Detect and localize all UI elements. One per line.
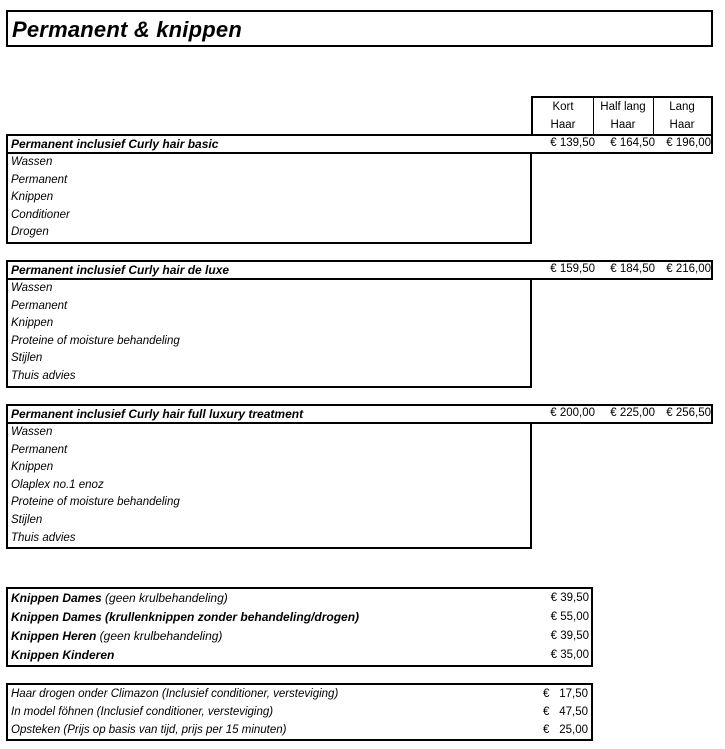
list-item: Olaplex no.1 enoz: [11, 478, 104, 491]
extra-amount: 25,00: [559, 724, 588, 736]
extra-amount: 17,50: [559, 688, 588, 700]
currency-symbol: €: [543, 706, 550, 718]
list-item: Knippen: [11, 191, 54, 204]
list-item: Knippen: [11, 461, 54, 474]
haircut-row: [8, 589, 591, 608]
price-kort-haar: € 139,50: [550, 137, 595, 149]
haircut-name: Knippen Kinderen: [11, 648, 115, 662]
haircut-row: [8, 608, 591, 627]
list-item: Proteine of moisture behandeling: [11, 334, 180, 347]
price-lang-haar: € 216,00: [666, 263, 711, 275]
column-header-line1: Kort: [552, 101, 574, 113]
list-item: Stijlen: [11, 352, 43, 365]
list-item: Wassen: [11, 426, 53, 438]
haircut-price-list: [6, 587, 593, 667]
price-kort-haar: € 159,50: [550, 263, 595, 275]
price-half-lang-haar: € 184,50: [610, 263, 655, 275]
column-header-line2: Haar: [669, 119, 695, 131]
list-item: Wassen: [11, 156, 53, 168]
column-header-line1: Half lang: [600, 101, 646, 113]
price-lang-haar: € 196,00: [666, 137, 711, 149]
column-header-half-lang-haar: [593, 98, 654, 134]
column-header-line2: Haar: [610, 119, 636, 131]
haircut-name: Knippen Dames: [11, 591, 102, 605]
list-item: Knippen: [11, 317, 54, 330]
list-item: Stijlen: [11, 513, 43, 526]
haircut-price: € 35,00: [550, 649, 589, 661]
package-items-full-luxury: [6, 424, 532, 549]
extra-amount: 47,50: [559, 706, 588, 718]
price-kort-haar: € 200,00: [550, 407, 595, 419]
column-header-kort-haar: [533, 98, 594, 134]
package-header-basic: [6, 134, 713, 154]
extra-label: Opsteken (Prijs op basis van tijd, prijs per 15 minuten): [11, 724, 287, 736]
currency-symbol: €: [543, 724, 550, 736]
list-item: Permanent: [11, 173, 68, 186]
list-item: Drogen: [11, 226, 49, 239]
haircut-price: € 55,00: [550, 611, 589, 623]
price-column-headers: [531, 96, 713, 134]
package-items-basic: [6, 154, 532, 244]
haircut-price: € 39,50: [550, 592, 589, 604]
column-header-lang-haar: [653, 98, 711, 134]
list-item: Thuis advies: [11, 369, 76, 382]
extra-label: Haar drogen onder Climazon (Inclusief conditioner, versteviging): [11, 688, 339, 700]
page-title: Permanent & knippen: [12, 17, 242, 42]
price-half-lang-haar: € 225,00: [610, 407, 655, 419]
list-item: Thuis advies: [11, 531, 76, 544]
column-header-line2: Haar: [550, 119, 576, 131]
extras-price-list: [6, 683, 593, 741]
package-header-de-luxe: [6, 260, 713, 280]
page-title-box: [6, 10, 713, 47]
list-item: Conditioner: [11, 208, 70, 221]
package-items-de-luxe: [6, 280, 532, 388]
extra-row: [8, 721, 591, 739]
list-item: Wassen: [11, 282, 53, 294]
haircut-name: Knippen Dames (krullenknippen zonder behandeling/drogen): [11, 610, 360, 624]
haircut-note: (geen krulbehandeling): [101, 591, 228, 605]
list-item: Proteine of moisture behandeling: [11, 496, 180, 509]
package-name: Permanent inclusief Curly hair de luxe: [11, 263, 230, 277]
currency-symbol: €: [543, 688, 550, 700]
haircut-price: € 39,50: [550, 630, 589, 642]
package-name: Permanent inclusief Curly hair basic: [11, 137, 219, 151]
haircut-name: Knippen Heren: [11, 629, 97, 643]
package-header-full-luxury: [6, 404, 713, 424]
haircut-note: (geen krulbehandeling): [96, 629, 223, 643]
extra-row: [8, 685, 591, 703]
price-half-lang-haar: € 164,50: [610, 137, 655, 149]
package-name: Permanent inclusief Curly hair full luxury treatment: [11, 407, 304, 421]
haircut-row: [8, 627, 591, 646]
list-item: Permanent: [11, 299, 68, 312]
list-item: Permanent: [11, 443, 68, 456]
haircut-row: [8, 646, 591, 665]
price-lang-haar: € 256,50: [666, 407, 711, 419]
extra-row: [8, 703, 591, 721]
column-header-line1: Lang: [669, 101, 695, 113]
extra-label: In model föhnen (Inclusief conditioner, versteviging): [11, 706, 274, 718]
